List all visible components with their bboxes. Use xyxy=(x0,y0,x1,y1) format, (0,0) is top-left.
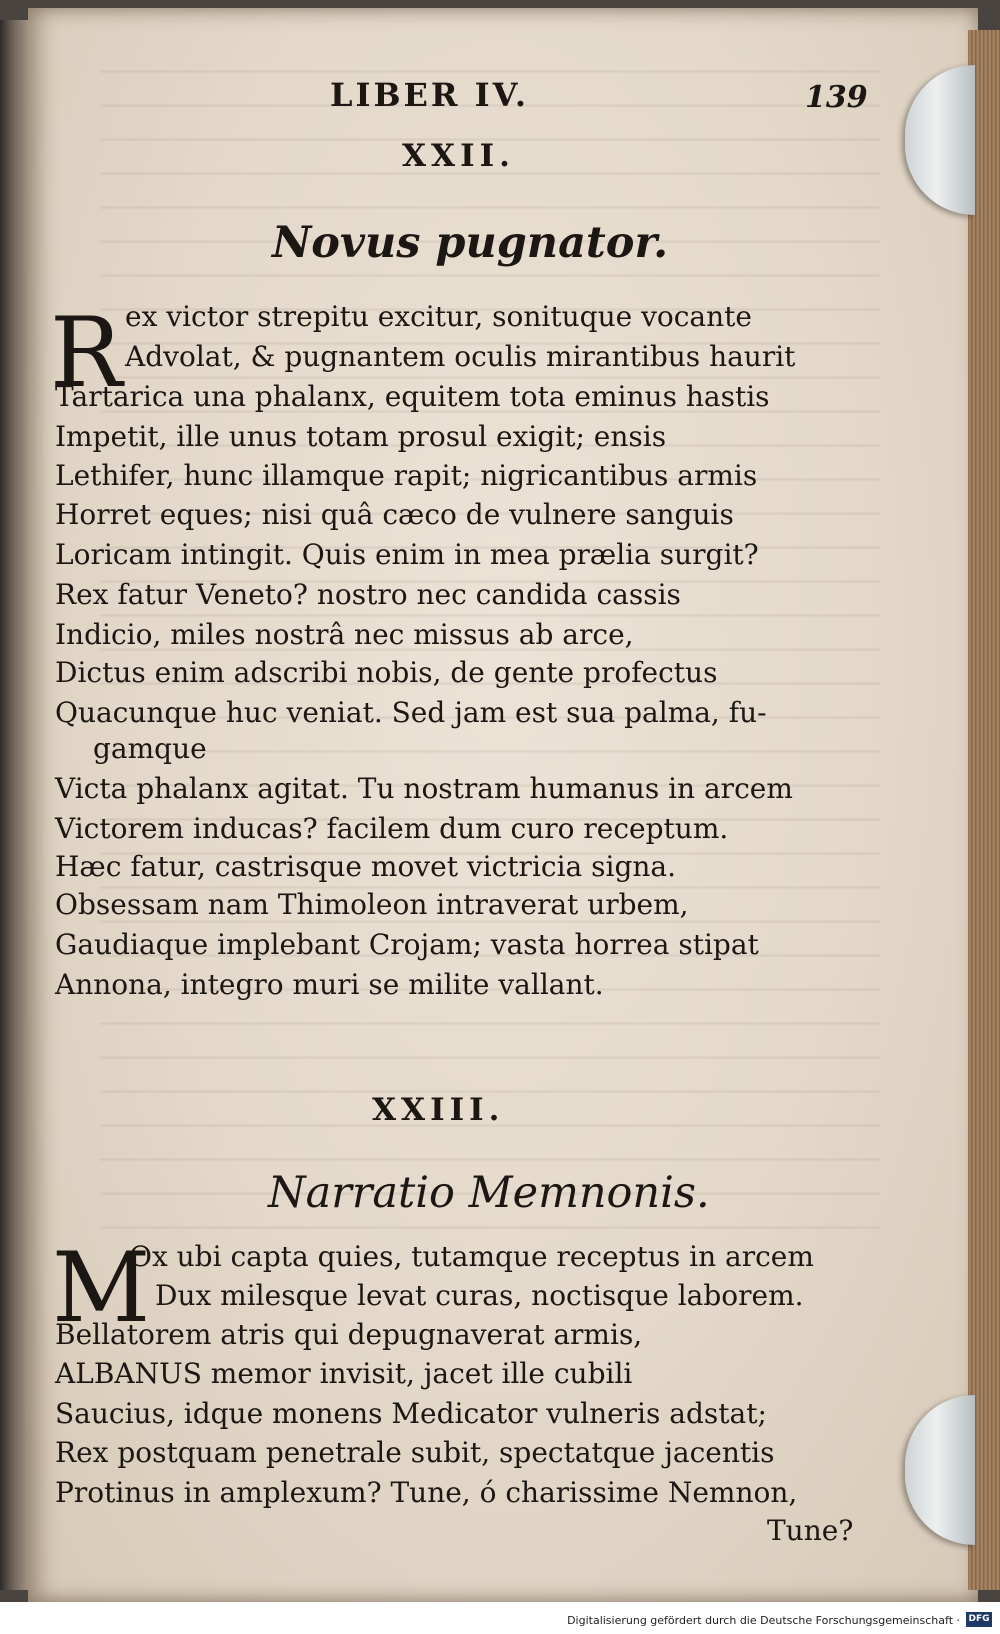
verse-line: ex victor strepitu excitur, sonituque vocante xyxy=(125,300,752,333)
drop-cap: R xyxy=(50,297,123,409)
verse-line: Lethifer, hunc illamque rapit; nigricantibus armis xyxy=(55,459,758,492)
verse-line: Quacunque huc veniat. Sed jam est sua palma, fu- xyxy=(55,696,767,729)
verse-line: Advolat, & pugnantem oculis mirantibus haurit xyxy=(125,340,796,373)
verse-line: Tune? xyxy=(767,1514,854,1547)
facing-page-edge xyxy=(0,20,30,1590)
verse-line: Gaudiaque implebant Crojam; vasta horrea stipat xyxy=(55,928,759,961)
verse-line: Loricam intingit. Quis enim in mea prælia surgit? xyxy=(55,538,759,571)
verse-line: Rex fatur Veneto? nostro nec candida cassis xyxy=(55,578,681,611)
verse-line: Hæc fatur, castrisque movet victricia signa. xyxy=(55,850,677,883)
page-stack-edge xyxy=(968,30,1000,1590)
verse-line: Protinus in amplexum? Tune, ó charissime Nemnon, xyxy=(55,1476,798,1509)
verse-line: Saucius, idque monens Medicator vulneris adstat; xyxy=(55,1397,767,1430)
dfg-logo: DFG xyxy=(966,1612,992,1627)
section-title: Novus pugnator. xyxy=(272,218,669,268)
verse-line: Dictus enim adscribi nobis, de gente profectus xyxy=(55,656,718,689)
verse-line: Obsessam nam Thimoleon intraverat urbem, xyxy=(55,888,689,921)
verse-line: Victa phalanx agitat. Tu nostram humanus in arcem xyxy=(55,772,793,805)
verse-line: Annona, integro muri se milite vallant. xyxy=(55,968,604,1001)
verse-line: Rex postquam penetrale subit, spectatque jacentis xyxy=(55,1436,775,1469)
verse-line: ALBANUS memor invisit, jacet ille cubili xyxy=(55,1357,633,1390)
running-head: LIBER IV. xyxy=(330,76,529,114)
verse-line: Indicio, miles nostrâ nec missus ab arce, xyxy=(55,618,634,651)
section-title: Narratio Memnonis. xyxy=(268,1168,710,1218)
verse-line: Dux milesque levat curas, noctisque laborem. xyxy=(155,1279,804,1312)
verse-line: Impetit, ille unus totam prosul exigit; ensis xyxy=(55,420,667,453)
verse-line: gamque xyxy=(93,732,207,765)
verse-line: Victorem inducas? facilem dum curo receptum. xyxy=(55,812,729,845)
section-number: XXIII. xyxy=(372,1092,505,1128)
page-number: 139 xyxy=(805,80,868,115)
verse-line: Tartarica una phalanx, equitem tota eminus hastis xyxy=(55,380,770,413)
section-number: XXII. xyxy=(402,138,515,174)
drop-cap: M xyxy=(52,1232,151,1344)
verse-line: Ox ubi capta quies, tutamque receptus in arcem xyxy=(129,1240,814,1273)
funding-credit: Digitalisierung gefördert durch die Deutsche Forschungsgemeinschaft · xyxy=(567,1614,960,1627)
verse-line: Horret eques; nisi quâ cæco de vulnere sanguis xyxy=(55,498,734,531)
verse-line: Bellatorem atris qui depugnaverat armis, xyxy=(55,1318,643,1351)
